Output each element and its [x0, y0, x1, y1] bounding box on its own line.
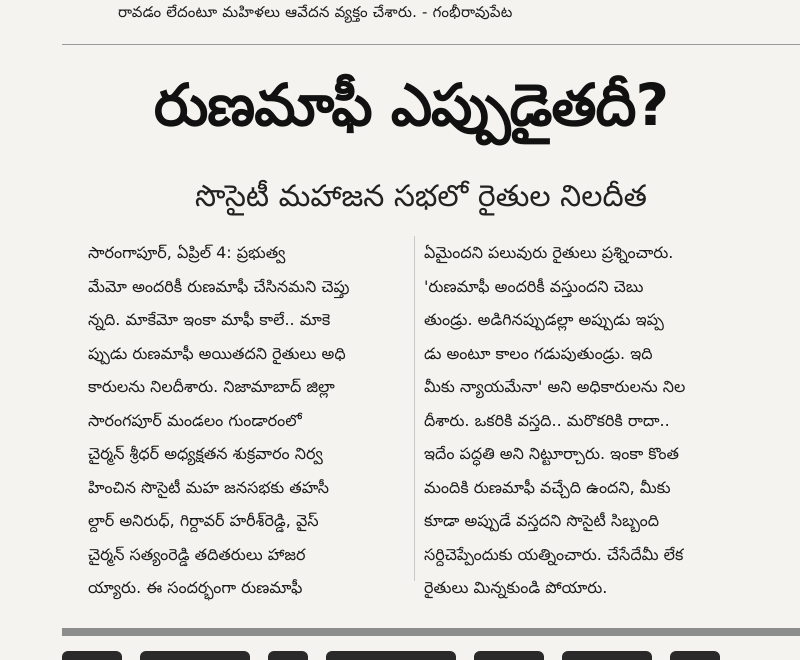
body-line: దీశారు. ఒకరికి వస్తది.. మరొకరికి రాదా..	[424, 410, 670, 430]
body-line: రైతులు మిన్నకుండి పోయారు.	[424, 578, 608, 597]
body-line: ల్దార్ అనిరుధ్, గిర్దావర్ హరీశ్‌రెడ్డి, వైస్	[88, 511, 319, 530]
next-article-cut-text	[62, 648, 800, 660]
body-line: హించిన సొసైటీ మహ జనసభకు తహసీ	[88, 477, 330, 497]
body-line: న్నది. మాకేమో ఇంకా మాఫీ కాలే.. మాకె	[88, 310, 331, 329]
top-rule	[62, 44, 800, 45]
body-line: ఏమైందని పలువురు రైతులు ప్రశ్నించారు.	[424, 243, 674, 262]
body-line: ఇదేం పద్ధతి అని నిట్టూర్చారు. ఇంకా కొంత	[424, 444, 679, 463]
article-headline: రుణమాఫీ ఎప్పుడైతదీ?	[153, 71, 669, 139]
article-subheadline: సొసైటీ మహాజన సభలో రైతుల నిలదీత	[195, 179, 647, 214]
body-line: మీకు న్యాయమేనా' అని అధికారులను నిల	[424, 377, 686, 396]
body-line: సారంగాపూర్, ఏప్రిల్ 4: ప్రభుత్వ	[88, 243, 286, 262]
body-line: సారంగపూర్ మండలం గుండారంలో	[88, 410, 302, 430]
column-divider	[414, 236, 415, 581]
body-line: 'రుణమాఫీ అందరికీ వస్తుందని చెబు	[424, 276, 644, 296]
body-line: య్యారు. ఈ సందర్భంగా రుణమాఫీ	[88, 578, 303, 597]
body-line: మందికి రుణమాఫీ వచ్చేది ఉందని, మీకు	[424, 477, 671, 497]
body-line: ప్పుడు రుణమాఫీ అయితదని రైతులు అధి	[88, 343, 346, 363]
body-line: చైర్మన్ శ్రీధర్ అధ్యక్షతన శుక్రవారం నిర్వ	[88, 444, 323, 463]
body-line: కారులను నిలదీశారు. నిజామాబాద్ జిల్లా	[88, 377, 335, 396]
body-line: డు అంటూ కాలం గడుపుతుండ్రు. ఇది	[424, 343, 653, 363]
body-line: చైర్మన్ సత్యంరెడ్డి తదితరులు హాజర	[88, 544, 306, 564]
top-caption-line: రావడం లేదంటూ మహిళలు ఆవేదన వ్యక్తం చేశారు. - గంభీరావుపేట	[118, 3, 513, 21]
body-line: తుండ్రు. అడిగినప్పుడల్లా అప్పుడు ఇప్ప	[424, 310, 664, 329]
body-line: మేమో అందరికీ రుణమాఫీ చేసినమని చెప్తు	[88, 276, 350, 296]
article-column-right	[424, 236, 754, 605]
body-line: సర్దిచెప్పేందుకు యత్నించారు. చేసేదేమీ లేక	[424, 544, 684, 564]
footer-rule	[62, 628, 800, 636]
body-line: కూడా అప్పుడే వస్తదని సొసైటీ సిబ్బంది	[424, 511, 660, 530]
article-column-left	[88, 236, 418, 605]
